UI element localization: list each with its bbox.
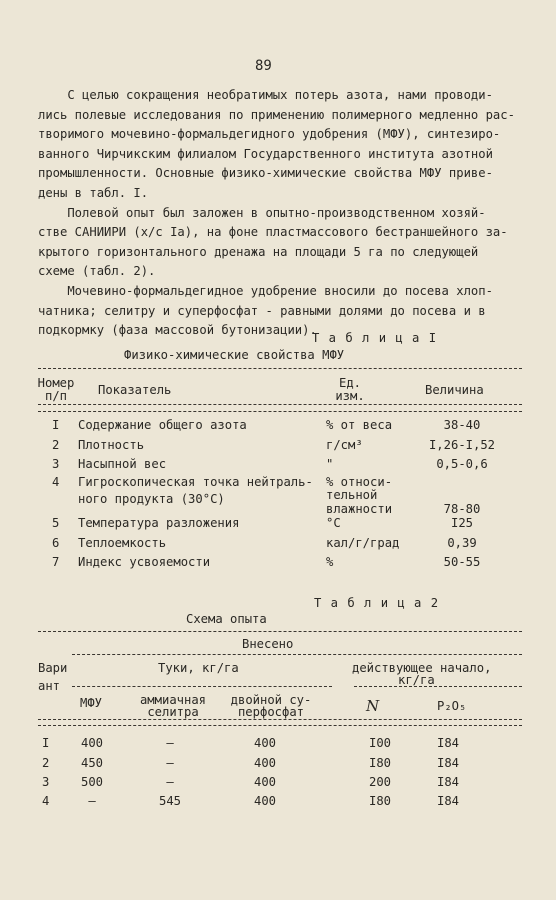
table-1-rule-head-2 [38,411,522,412]
intro-line: Полевой опыт был заложен в опытно-производственном хозяй- [38,205,486,220]
t1-row-name-cont: ного продукта (30°С) [78,492,225,506]
table-1-title: Физико-химические свойства МФУ [124,348,345,362]
t1-row-value: 38-40 [443,418,481,432]
t1-row-name: Теплоемкость [78,536,167,550]
t2-row-ammonium: – [166,756,174,770]
t2-row-mfu: 450 [80,756,103,770]
t2-header-applied: Внесено [242,637,294,651]
intro-line: Мочевино-формальдегидное удобрение вносили до посева хлоп- [38,283,493,298]
intro-line: схеме (табл. 2). [38,264,156,279]
t1-header-unit-2: изм. [335,389,365,403]
t1-row-unit: " [326,457,334,471]
table-2-rule-active [354,686,522,687]
t1-header-unit-1: Ед. [338,376,361,390]
t2-header-fertilizers: Туки, кг/га [158,661,239,675]
t2-row-superphosphate: 400 [253,775,276,789]
t1-row-unit-cont: тельной [326,488,378,502]
intro-line: С целью сокращения необратимых потерь азота, нами проводи- [38,88,493,102]
t1-row-name: Плотность [78,438,145,452]
t2-row-nitrogen: I80 [368,794,391,808]
intro-line: творимого мочевино-формальдегидного удобрения (МФУ), синтезиро- [38,127,501,142]
table-2-rule-head-2 [38,725,522,726]
t2-row-mfu: – [88,794,96,808]
table-1-rule-head [38,404,522,405]
t1-row-unit: г/см³ [326,438,363,452]
t2-header-superphosphate-1: двойной су- [230,693,312,707]
t1-row-value: I,26-I,52 [428,438,496,452]
table-2-rule-applied [72,654,522,655]
table-2-rule-top [38,631,522,632]
intro-text [38,86,522,341]
t2-header-phosphorus: P₂O₅ [437,699,467,713]
t2-row-superphosphate: 400 [253,736,276,750]
t1-row-unit: °С [326,516,341,530]
t1-row-unit: кал/г/град [326,536,400,550]
t1-row-unit: % относи- [326,475,393,489]
table-1-rule-top [38,368,522,369]
table-2-rule-head [38,719,522,720]
t1-row-value: 50-55 [443,555,481,569]
t2-row-nitrogen: 200 [368,775,391,789]
t2-header-variant-2: ант [38,679,61,693]
intro-line: стве САНИИРИ (х/с Iа), на фоне пластмассового бестраншейного за- [38,225,508,240]
t1-row-value: 0,5-0,6 [436,457,488,471]
intro-line: ванного Чирчикским филиалом Государственного института азотной [38,146,493,161]
table-2-rule-fertilizers [72,686,332,687]
t2-header-superphosphate-2: перфосфат [237,705,305,719]
page-number: 89 [255,58,272,74]
intro-line: чатника; селитру и суперфосфат - равными долями до посева и в [38,303,486,318]
t2-row-mfu: 400 [80,736,103,750]
t2-row-superphosphate: 400 [253,794,276,808]
t1-row-name: Насыпной вес [78,457,167,471]
t2-header-superphosphate [224,693,318,719]
intro-line: лись полевые исследования по применению полимерного медленно рас- [38,107,515,122]
t2-header-active-2: кг/га [398,673,435,687]
t1-row-unit: % от веса [326,418,393,432]
t2-row-ammonium: 545 [158,794,181,808]
intro-line: дены в табл. I. [38,185,149,200]
t2-row-phosphorus: I84 [436,736,459,750]
t1-row-num: 3 [52,457,60,471]
t2-row-phosphorus: I84 [436,775,459,789]
t1-row-name: Гигроскопическая точка нейтраль- [78,475,313,489]
t1-row-num: I [52,418,60,432]
intro-line: промышленности. Основные физико-химические свойства МФУ приве- [38,166,493,181]
t2-header-ammonium [134,693,212,719]
t1-row-unit-cont: влажности [326,502,393,516]
t2-row-variant: 3 [42,775,50,789]
t1-row-value: 0,39 [447,536,477,550]
t1-row-num: 7 [52,555,60,569]
t2-header-active-1: действующее начало, [352,661,492,675]
t2-header-ammonium-1: аммиачная [139,693,207,707]
t1-row-num: 6 [52,536,60,550]
t1-row-num: 2 [52,438,60,452]
t1-header-num-2: п/п [44,389,67,403]
t2-header-ammonium-2: селитра [147,705,199,719]
t1-header-value: Величина [425,383,484,397]
t2-row-variant: I [42,736,50,750]
t2-row-variant: 4 [42,794,50,808]
t2-row-variant: 2 [42,756,50,770]
t1-row-value: I25 [450,516,473,530]
t1-row-num: 5 [52,516,60,530]
t1-row-unit: % [326,555,334,569]
intro-line: крытого горизонтального дренажа на площади 5 га по следующей [38,244,479,259]
table-2-label: Т а б л и ц а 2 [314,596,440,610]
t1-header-indicator: Показатель [98,383,172,397]
t2-row-phosphorus: I84 [436,794,459,808]
t2-row-mfu: 500 [80,775,103,789]
t1-row-num: 4 [52,475,60,489]
t2-row-phosphorus: I84 [436,756,459,770]
intro-line: подкормку (фаза массовой бутонизации). [38,323,317,338]
t1-header-num-1: Номер [37,376,75,390]
t1-row-name: Содержание общего азота [78,418,247,432]
t1-row-name: Температура разложения [78,516,240,530]
t2-row-ammonium: – [166,736,174,750]
t1-row-name: Индекс усвояемости [78,555,211,569]
t2-row-nitrogen: I80 [368,756,391,770]
t1-header-num [36,376,76,403]
t2-header-variant-1: Вари [38,661,68,675]
t2-row-nitrogen: I00 [368,736,391,750]
t2-row-superphosphate: 400 [253,756,276,770]
table-2-title: Схема опыта [186,612,267,626]
t1-header-unit [328,376,372,403]
t2-header-mfu: МФУ [80,696,103,710]
table-1-label: Т а б л и ц а I [312,331,438,345]
t1-row-value: 78-80 [443,502,481,516]
t2-header-nitrogen: N [366,697,380,715]
t2-row-ammonium: – [166,775,174,789]
